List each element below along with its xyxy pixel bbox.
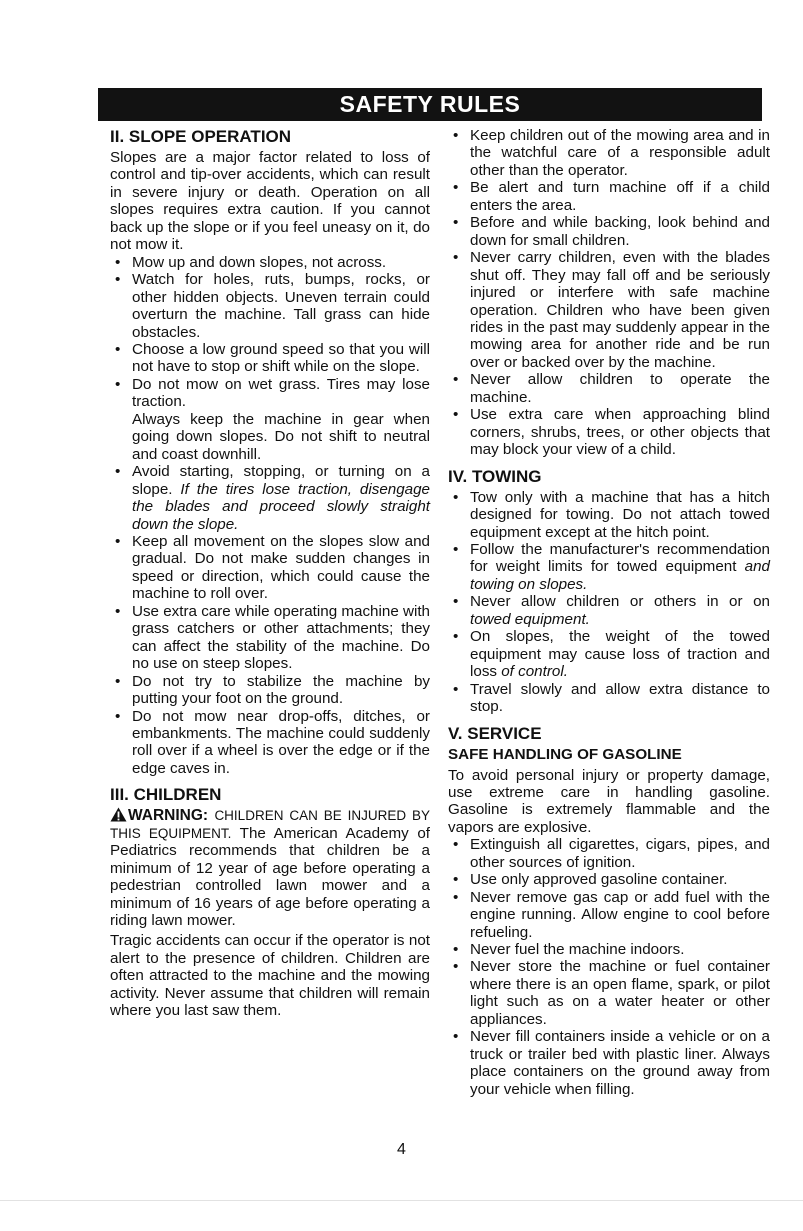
- bullet-icon: •: [453, 249, 459, 267]
- bullet-icon: •: [115, 271, 121, 289]
- bullet-icon: •: [453, 680, 459, 698]
- towing-item: • Follow the manufacturer's recommendation for weight limits for towed equipment and towing on slopes.: [453, 540, 770, 593]
- bullet-icon: •: [453, 628, 459, 646]
- service-item: • Never remove gas cap or add fuel with the engine running. Allow engine to cool before refueling.: [453, 888, 770, 941]
- towing-item: • Travel slowly and allow extra distance to stop.: [453, 680, 770, 716]
- children-list: [448, 127, 770, 459]
- page-number: 4: [397, 1141, 406, 1158]
- warning-triangle-icon: [110, 807, 127, 822]
- left-column: [110, 127, 430, 1020]
- service-item: • Never fill containers inside a vehicle or on a truck or trailer bed with plastic liner. Always place containers on the ground away from your vehicle when filling.: [453, 1028, 770, 1098]
- slope-item: • Mow up and down slopes, not across.: [115, 253, 387, 271]
- slope-item: • Keep all movement on the slopes slow and gradual. Do not make sudden changes in speed or direction, which could cause the machine to roll over.: [115, 532, 430, 603]
- bullet-icon: •: [453, 179, 459, 197]
- bullet-icon: •: [115, 253, 121, 271]
- slope-item: • Do not try to stabilize the machine by putting your foot on the ground.: [115, 672, 430, 708]
- bullet-icon: •: [453, 371, 459, 389]
- warning-caps: CHILDREN CAN BE INJURED BY THIS EQUIPMENT.: [110, 808, 430, 841]
- service-list: [448, 836, 770, 1098]
- children-item: • Use extra care when approaching blind corners, shrubs, trees, or other objects that may block your view of a child.: [453, 406, 770, 459]
- slope-item: • Avoid starting, stopping, or turning on a slope. If the tires lose traction, disengage the blades and proceed slowly straight down the slope.: [115, 463, 430, 533]
- warning-title: WARNING:: [128, 807, 209, 825]
- children-item: • Be alert and turn machine off if a child enters the area.: [453, 179, 770, 214]
- safety-rules-banner: SAFETY RULES: [98, 88, 762, 121]
- bullet-icon: •: [115, 707, 121, 725]
- children-item: • Never allow children to operate the machine.: [453, 371, 770, 406]
- bullet-icon: •: [453, 888, 459, 906]
- bullet-icon: •: [453, 214, 459, 232]
- slope-intro: Slopes are a major factor related to loss of control and tip-over accidents, which can result in severe injury or death. Operation on all slopes requires extra caution. If you cannot back up the slope or if you feel uneasy on it, do not mow it.: [110, 149, 430, 254]
- bullet-icon: •: [115, 340, 121, 358]
- bullet-icon: •: [115, 463, 121, 481]
- towing-item: • Tow only with a machine that has a hitch designed for towing. Do not attach towed equipment except at the hitch point.: [453, 488, 770, 541]
- slope-item: • Do not mow near drop-offs, ditches, or embankments. The machine could suddenly roll over if a wheel is over the edge or if the edge caves in.: [115, 707, 430, 777]
- service-item: • Use only approved gasoline container.: [453, 871, 728, 889]
- service-item: • Extinguish all cigarettes, cigars, pipes, and other sources of ignition.: [453, 836, 770, 871]
- bullet-icon: •: [115, 532, 121, 550]
- slope-item: • Choose a low ground speed so that you will not have to stop or shift while on the slope.: [115, 340, 430, 376]
- children-warning: [110, 807, 430, 929]
- bullet-icon: •: [115, 375, 121, 393]
- service-heading: V. SERVICE: [448, 723, 542, 743]
- slope-item: • Watch for holes, ruts, bumps, rocks, or other hidden objects. Uneven terrain could overturn the machine. Tall grass can hide obstacles.: [115, 271, 430, 341]
- bullet-icon: •: [453, 406, 459, 424]
- towing-heading: IV. TOWING: [448, 466, 542, 486]
- slope-list-2: [110, 463, 430, 777]
- slope-item: • Use extra care while operating machine with grass catchers or other attachments; they can affect the stability of the machine. Do no use on steep slopes.: [115, 602, 430, 673]
- warning-text: The American Academy of Pediatrics recommends that children be a minimum of 12 year of age before operating a pedestrian controlled lawn mower and a minimum of 16 years of age before operating a riding lawn mower.: [110, 824, 430, 930]
- children-item: • Keep children out of the mowing area and in the watchful care of a responsible adult other than the operator.: [453, 127, 770, 179]
- bullet-icon: •: [453, 1028, 459, 1046]
- towing-item: • Never allow children or others in or on towed equipment.: [453, 593, 770, 628]
- towing-list: [448, 489, 770, 716]
- children-item: • Never carry children, even with the blades shut off. They may fall off and be seriously injured or interfere with safe machine operation. Children who have been given rides in the past may suddenly appear in the mowing area for another ride and be run over or backed over by the machine.: [453, 249, 770, 371]
- bullet-icon: •: [453, 958, 459, 976]
- bullet-icon: •: [453, 593, 459, 611]
- bullet-icon: •: [453, 836, 459, 854]
- slope-operation-heading: II. SLOPE OPERATION: [110, 127, 292, 146]
- children-paragraph: Tragic accidents can occur if the operator is not alert to the presence of children. Children are often attracted to the machine and the mowing activity. Never assume that children will remain where you last saw them.: [110, 932, 430, 1020]
- scan-edge-line: [0, 1200, 803, 1201]
- service-intro: To avoid personal injury or property damage, use extreme care in handling gasoline. Gasoline is extremely flammable and the vapors are explosive.: [448, 766, 770, 836]
- gasoline-subheading: SAFE HANDLING OF GASOLINE: [448, 745, 682, 763]
- service-item: • Never fuel the machine indoors.: [453, 941, 685, 959]
- slope-list: [110, 254, 430, 411]
- bullet-icon: •: [453, 540, 459, 558]
- bullet-icon: •: [453, 127, 459, 144]
- bullet-icon: •: [115, 602, 121, 620]
- bullet-icon: •: [453, 941, 459, 959]
- bullet-icon: •: [115, 672, 121, 690]
- right-column: [448, 127, 770, 1098]
- service-item: • Never store the machine or fuel container where there is an open flame, spark, or pilot light such as on a water heater or other appliances.: [453, 958, 770, 1028]
- slope-item: • Do not mow on wet grass. Tires may lose traction.: [115, 375, 430, 411]
- slope-continuation: Always keep the machine in gear when going down slopes. Do not shift to neutral and coast downhill.: [132, 410, 430, 463]
- bullet-icon: •: [453, 871, 459, 889]
- towing-item: • On slopes, the weight of the towed equipment may cause loss of traction and loss of control.: [453, 628, 770, 681]
- children-heading: III. CHILDREN: [110, 785, 222, 805]
- bullet-icon: •: [453, 488, 459, 506]
- children-item: • Before and while backing, look behind and down for small children.: [453, 214, 770, 249]
